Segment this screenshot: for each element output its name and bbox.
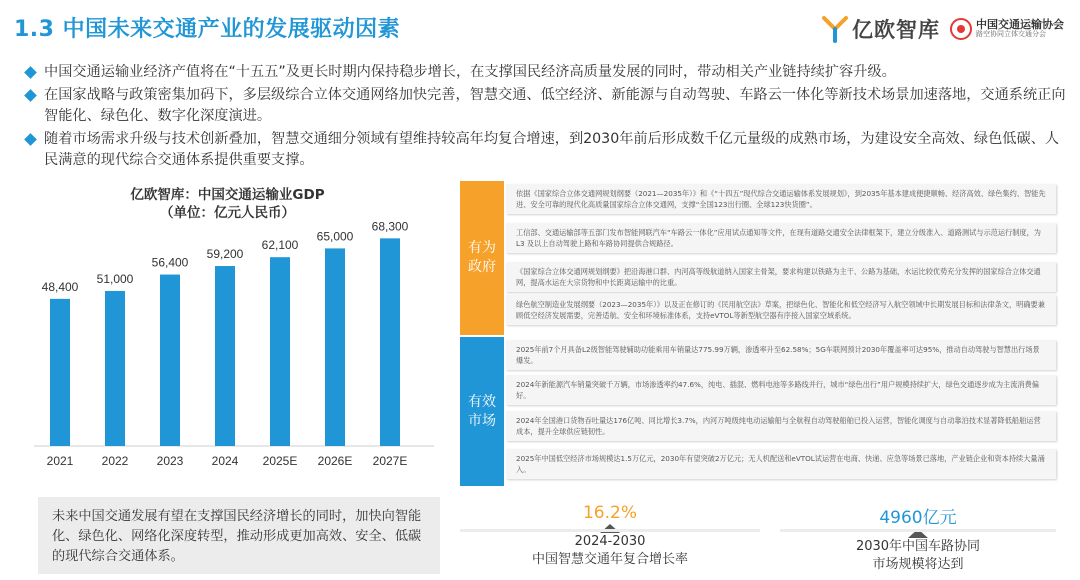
brand-logo-text: 亿欧智库 (852, 18, 940, 42)
bar-value-label: 51,000 (96, 271, 134, 286)
stat-value: 16.2% (582, 503, 637, 523)
bar-2025E (270, 257, 290, 446)
market-item: 2025年中国低空经济市场规模达1.5万亿元，2030年有望突破2万亿元；无人机配送和eVTOL试运营在电商、快递、应急等场景已落地，产业链企业和资本持续大量涌入。 (506, 449, 1056, 479)
bullet-text: 在国家战略与政策密集加码下，多层级综合立体交通网络加快完善，智慧交通、低空经济、新能源与自动驾驶、车路云一体化等新技术场景加速落地，交通系统正向智能化、绿色化、数字化深度演进。 (44, 87, 1066, 124)
logo-area (822, 14, 1064, 44)
bullet-text: 中国交通运输业经济产值将在“十五五”及更长时期内保持稳步增长，在支撑国民经济高质量发展的同时，带动相关产业链持续扩容升级。 (44, 64, 896, 80)
diamond-bullet-icon (24, 89, 37, 102)
stat-label-line2: 中国智慧交通年复合增长率 (531, 552, 688, 567)
bar-value-label: 68,300 (371, 219, 409, 234)
gov-tag (460, 181, 504, 335)
bar-value-label: 48,400 (41, 279, 79, 294)
v2x-market-stat (780, 497, 1056, 574)
bar-2027E (380, 238, 400, 446)
market-tag (460, 337, 504, 486)
x-tick-label: 2024 (211, 454, 239, 468)
gov-item: 工信部、交通运输部等五部门发布智能网联汽车“车路云一体化”应用试点通知等文件，在现有道路交通安全法律框架下，建立分级准入、道路测试与示范运行制度，为 L3 及以上自动驾驶上路和车路协同提供合规路径。 (506, 223, 1056, 253)
gov-tag-label: 有为政府 (468, 240, 496, 275)
bar-value-label: 62,100 (261, 238, 299, 253)
bullet-item (26, 62, 1071, 83)
partner-name: 中国交通运输协会 (976, 18, 1064, 32)
stat-value: 4960亿元 (879, 508, 957, 528)
x-tick-label: 2023 (156, 454, 184, 468)
market-item: 2025年前7个月具备L2级智能驾驶辅助功能乘用车销量达775.99万辆，渗透率升至62.58%；5G车联网预计2030年覆盖率可达95%，推动自动驾驶与智慧出行场景爆发。 (506, 340, 1056, 370)
gov-item: 绿色航空制造业发展纲要（2023—2035年）》以及正在修订的《民用航空法》草案，把绿色化、智能化和低空经济写入航空领域中长期发展目标和法律条文，明确要兼顾低空经济发展需要，完善适航、安全和环境标准体系，支持eVTOL等新型航空器有序接入国家空域系统。 (506, 295, 1056, 325)
x-tick-label: 2022 (101, 454, 129, 468)
gdp-bar-chart (34, 218, 434, 476)
bar-2026E (325, 248, 345, 446)
x-tick-label: 2025E (262, 454, 298, 468)
market-tag-label: 有效市场 (468, 393, 496, 429)
partner-subname: 路空协同立体交通分会 (976, 30, 1046, 39)
chart-title: 亿欧智库：中国交通运输业GDP (130, 187, 325, 203)
bullet-item (26, 129, 1071, 171)
partner-emblem-icon (950, 18, 972, 40)
bar-value-label: 65,000 (316, 229, 354, 244)
gov-item: 依据《国家综合立体交通网规划纲要（2021—2035年）》和《“十四五”现代综合交通运输体系发展规划》，到2035年基本建成便捷顺畅、经济高效、绿色集约、智能先进、安全可靠的现代化高质量国家综合立体交通网，支撑“全国123出行圈、全球123快货圈”。 (506, 184, 1056, 214)
brand-logo (822, 14, 940, 44)
x-tick-label: 2026E (317, 454, 353, 468)
stat-label-line1: 2024-2030 (574, 534, 646, 549)
bar-2024 (215, 266, 235, 446)
diamond-bullet-icon (24, 66, 37, 79)
page-title: 1.3 中国未来交通产业的发展驱动因素 (14, 17, 401, 42)
diamond-bullet-icon (24, 133, 37, 146)
stat-divider (460, 529, 760, 532)
x-tick-label: 2021 (46, 454, 74, 468)
partner-logo (950, 18, 1064, 40)
cagr-stat (460, 497, 760, 574)
bar-2022 (105, 291, 125, 446)
bar-value-label: 56,400 (151, 255, 189, 270)
bullet-text: 随着市场需求升级与技术创新叠加，智慧交通细分领域有望维持较高年均复合增速，到2030年前后形成数千亿元量级的成熟市场，为建设安全高效、绿色低碳、人民满意的现代综合交通体系提供重要支撑。 (44, 131, 1060, 168)
stat-label-line2: 市场规模将达到 (872, 557, 964, 572)
x-tick-label: 2027E (372, 454, 408, 468)
bullet-item (26, 85, 1071, 127)
bar-2021 (50, 299, 70, 446)
gov-item: 《国家综合立体交通网规划纲要》把沿海港口群、内河高等级航道纳入国家主骨架，要求构建以铁路为主干、公路为基础，水运比较优势充分发挥的国家综合立体交通网，提高水运在大宗货物和中长距离运输中的比重。 (506, 262, 1056, 292)
summary-box: 未来中国交通发展有望在支撑国民经济增长的同时，加快向智能化、绿色化、网络化深度转型，推动形成更加高效、安全、低碳的现代综合交通体系。 (38, 497, 440, 574)
market-item: 2024年全国港口货物吞吐量达176亿吨、同比增长3.7%，内河万吨级纯电动运输船与全航程自动驾驶船舶已投入运营，智能化调度与自动靠泊技术显著降低船舶运营成本，提升全球供应链韧性。 (506, 411, 1056, 441)
chart-subtitle: （单位：亿元人民币） (160, 205, 295, 221)
stat-divider (780, 529, 1056, 532)
stat-label-line1: 2030年中国车路协同 (855, 539, 981, 554)
bar-value-label: 59,200 (206, 247, 244, 262)
driver-panel (458, 181, 1060, 486)
brand-logo-icon (822, 15, 848, 43)
bar-2023 (160, 275, 180, 446)
market-item: 2024年新能源汽车销量突破千万辆，市场渗透率约47.6%，纯电、插混、燃料电池等多路线并行，城市“绿色出行”用户规模持续扩大，绿色交通逐步成为主流消费偏好。 (506, 375, 1056, 405)
bullet-list (26, 62, 1071, 173)
